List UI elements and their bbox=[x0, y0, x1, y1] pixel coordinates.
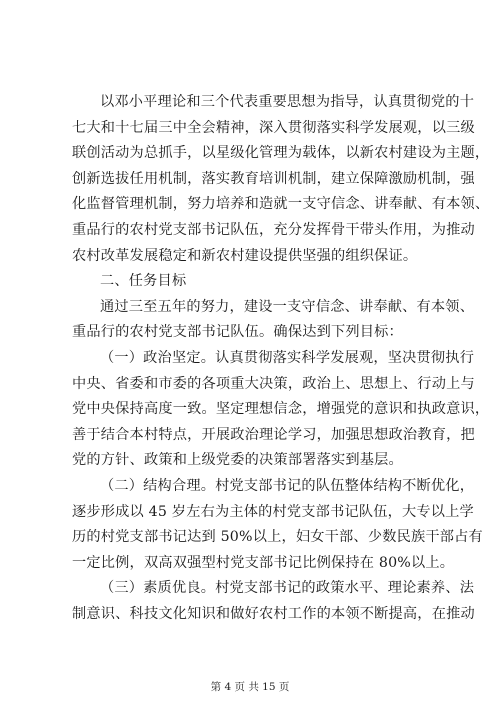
text-line: 重品行的农村党支部书记队伍。确保达到下列目标： bbox=[72, 324, 403, 341]
text-line: 以邓小平理论和三个代表重要思想为指导，认真贯彻党的十 bbox=[100, 94, 475, 110]
text-line: （一）政治坚定。认真贯彻落实科学发展观，坚决贯彻执行 bbox=[100, 349, 475, 366]
text-line: 联创活动为总抓手，以星级化管理为载体，以新农村建设为主题， bbox=[72, 145, 490, 162]
text-line: 党的方针、政策和上级党委的决策部署落实到基层。 bbox=[72, 452, 403, 469]
text-line: （三）素质优良。村党支部书记的政策水平、理论素养、法 bbox=[100, 580, 475, 597]
section-heading: 二、任务目标 bbox=[100, 273, 187, 290]
text-line: 创新选拔任用机制，落实教育培训机制，建立保障激励机制，强 bbox=[72, 170, 475, 187]
text-line: 党中央保持高度一致。坚定理想信念，增强党的意识和执政意识， bbox=[72, 401, 490, 418]
paragraph-political-firmness bbox=[72, 346, 490, 474]
page-footer: 第 4 页 共 15 页 bbox=[210, 681, 290, 693]
paragraph-goals-intro bbox=[72, 295, 475, 346]
text-line: 历的村党支部书记达到 50%以上，妇女干部、少数民族干部占有 bbox=[72, 529, 483, 546]
text-line: 善于结合本村特点，开展政治理论学习，加强思想政治教育，把 bbox=[72, 426, 475, 443]
text-line: 中央、省委和市委的各项重大决策，政治上、思想上、行动上与 bbox=[72, 375, 475, 392]
text-line: 七大和十七届三中全会精神，深入贯彻落实科学发展观，以三级 bbox=[72, 119, 475, 136]
text-line: 重品行的农村党支部书记队伍，充分发挥骨干带头作用，为推动 bbox=[72, 221, 475, 238]
section-heading-task-goals bbox=[72, 269, 432, 295]
text-line: 通过三至五年的努力，建设一支守信念、讲奉献、有本领、 bbox=[100, 298, 475, 315]
text-line: 逐步形成以 45 岁左右为主体的村党支部书记队伍，大专以上学 bbox=[72, 503, 474, 520]
document-body bbox=[72, 90, 490, 627]
text-line: （二）结构合理。村党支部书记的队伍整体结构不断优化， bbox=[100, 477, 475, 494]
paragraph-good-quality bbox=[72, 576, 475, 627]
text-line: 制意识、科技文化知识和做好农村工作的本领不断提高，在推动 bbox=[72, 605, 475, 622]
text-line: 化监督管理机制，努力培养和造就一支守信念、讲奉献、有本领、 bbox=[72, 196, 490, 213]
text-line: 一定比例，双高双强型村党支部书记比例保持在 80%以上。 bbox=[72, 554, 455, 571]
paragraph-reasonable-structure bbox=[72, 474, 483, 576]
paragraph-guiding-ideology bbox=[72, 90, 490, 269]
text-line: 农村改革发展稳定和新农村建设提供坚强的组织保证。 bbox=[72, 247, 418, 264]
